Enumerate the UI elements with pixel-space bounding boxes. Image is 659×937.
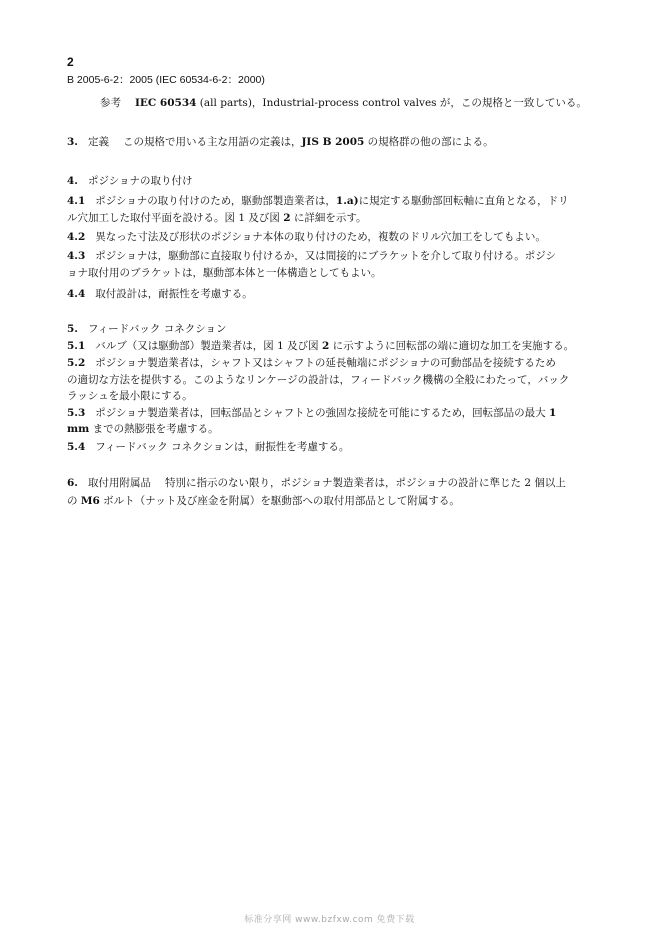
clause-5-3: 5.3 ポジショナ製造業者は，回転部品とシャフトとの強固な接続を可能にするため，回転部品の最大 1 — [67, 407, 557, 419]
section-5-heading: 5. フィードバック コネクション — [67, 323, 227, 335]
standard-identifier: B 2005-6-2：2005 (IEC 60534-6-2：2000) — [67, 74, 265, 86]
clause-4-4: 4.4 取付設計は，耐振性を考慮する。 — [67, 288, 253, 300]
reference-standard: IEC 60534 — [135, 97, 197, 109]
watermark-footer: 标准分享网 www.bzfxw.com 免费下载 — [244, 915, 415, 925]
clause-4-2: 4.2 異なった寸法及び形状のポジショナ本体の取り付けのため，複数のドリル穴加工をしてもよい。 — [67, 231, 546, 243]
section-6: 6. 取付用附属品 特別に指示のない限り，ポジショナ製造業者は，ポジショナの設計に準じた 2 個以上 — [67, 477, 566, 489]
clause-5-2-cont: の適切な方法を提供する。このようなリンケージの設計は，フィードバック機構の全般にわたって，バック — [67, 374, 570, 386]
section-5-title: フィードバック コネクション — [87, 323, 227, 335]
clause-5-2: 5.2 ポジショナ製造業者は，シャフト又はシャフトの延長軸端にポジショナの可動部品を接続するため — [67, 357, 556, 369]
clause-4-1: 4.1 ポジショナの取り付けのため，駆動部製造業者は，1.a)に規定する駆動部回転軸に直角となる，ドリ — [67, 195, 569, 207]
section-4-title: ポジショナの取り付け — [87, 175, 193, 187]
clause-5-4: 5.4 フィードバック コネクションは，耐振性を考慮する。 — [67, 441, 350, 453]
clause-4-3: 4.3 ポジショナは，駆動部に直接取り付けるか，又は間接的にブラケットを介して取り付ける。ポジシ — [67, 250, 557, 262]
section-6-cont: の M6 ボルト（ナット及び座金を附属）を駆動部への取付用部品として附属する。 — [67, 495, 460, 507]
page-number: 2 — [67, 55, 74, 69]
section-6-title: 取付用附属品 — [87, 477, 151, 489]
clause-5-2-cont2: ラッシュを最小限にする。 — [67, 390, 193, 402]
section-4-heading: 4. ポジショナの取り付け — [67, 175, 193, 187]
clause-4-1-cont: ル穴加工した取付平面を設ける。図 1 及び図 2 に詳細を示す。 — [67, 212, 367, 224]
section-3-title: 定義 — [87, 136, 109, 148]
reference-text: (all parts)，Industrial-process control valves が，この規格と一致している。 — [196, 97, 587, 109]
section-3: 3. 定義 この規格で用いる主な用語の定義は，JIS B 2005 の規格群の他の部による。 — [67, 136, 494, 148]
reference-note — [100, 96, 597, 110]
clause-4-3-cont: ョナ取付用のブラケットは，駆動部本体と一体構造としてもよい。 — [67, 267, 382, 279]
reference-label: 参考 — [100, 97, 121, 109]
clause-5-3-cont: mm までの熱膨張を考慮する。 — [67, 423, 219, 435]
clause-5-1: 5.1 バルブ（又は駆動部）製造業者は，図 1 及び図 2 に示すように回転部の端に適切な加工を実施する。 — [67, 340, 575, 352]
